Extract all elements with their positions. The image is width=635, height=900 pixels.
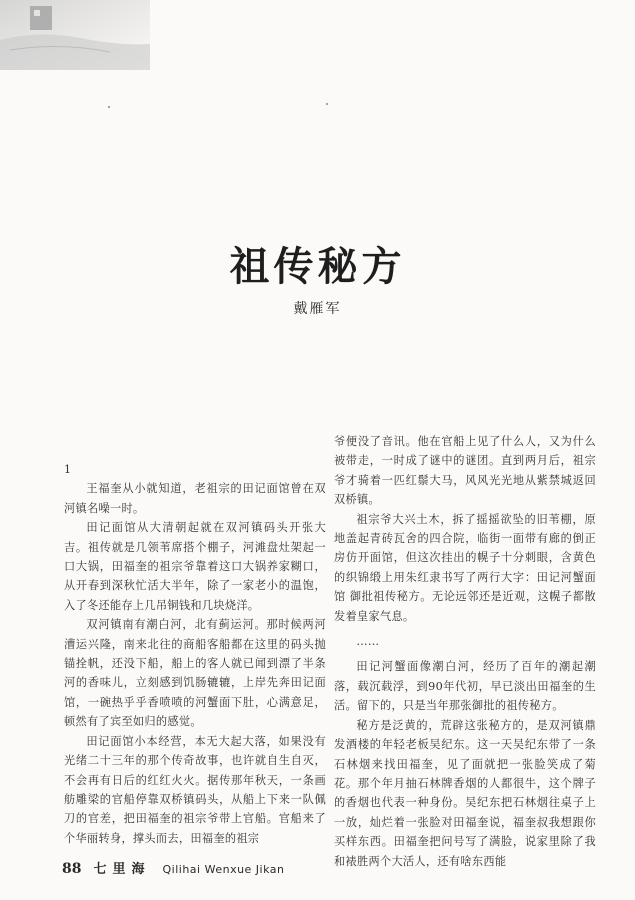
paragraph: 田记河蟹面像潮白河，经历了百年的潮起潮落，载沉载浮，到90年代初，早已淡出田福奎的生活。留下的，只是当年那张御批的祖传秘方。 bbox=[334, 660, 596, 713]
corner-landscape-image bbox=[0, 0, 150, 70]
speck-dot bbox=[108, 106, 110, 108]
paragraph: 祖宗爷大兴土木，拆了摇摇欲坠的旧苇棚，原地盖起青砖瓦舍的四合院，临街一面带有廊的倒正房仿开面馆，但这次挂出的幌子十分刺眼，含黄色的织锦缎上用朱红隶书写了两行大字：田记河蟹面馆 御批祖传秘方。无论远邻还是近观，这幌子都散发着皇家气息。 bbox=[334, 512, 596, 623]
paragraph: 双河镇南有潮白河，北有蓟运河。那时候两河漕运兴隆，南来北往的商船客船都在这里的码头抛锚拴帆，还没下船，船上的客人就已闻到漂了半条河的香味儿，立刻感到饥肠辘辘，上岸先奔田记面馆，一碗热乎乎香喷喷的河蟹面下肚，心满意足，顿然有了宾至如归的感觉。 bbox=[64, 618, 326, 729]
article-title: 祖传秘方 bbox=[229, 243, 406, 290]
scene-break-ellipsis: …… bbox=[356, 635, 380, 649]
paragraph: 王福奎从小就知道，老祖宗的田记面馆曾在双河镇名噪一时。 bbox=[64, 482, 326, 515]
paragraph: 爷便没了音讯。他在官船上见了什么人，又为什么被带走，一时成了谜中的谜团。直到两月后，祖宗爷才骑着一匹红鬃大马，风风光光地从紫禁城返回双桥镇。 bbox=[334, 435, 596, 507]
paragraph: 田记面馆从大清朝起就在双河镇码头开张大吉。祖传就是几领苇席搭个棚子，河滩盘灶架起一口大锅，田福奎的祖宗爷靠着这口大锅养家糊口，从开春到深秋忙活大半年，除了一家老小的温饱，入了冬还能存上几吊铜钱和几块烧洋。 bbox=[64, 521, 326, 612]
page-footer bbox=[62, 858, 285, 877]
speck-dot bbox=[326, 103, 328, 105]
journal-name-chinese: 七里海 bbox=[93, 862, 151, 877]
author-name: 戴雁军 bbox=[293, 301, 342, 317]
left-column bbox=[64, 460, 326, 848]
section-number: 1 bbox=[64, 463, 72, 476]
page-number: 88 bbox=[62, 861, 82, 877]
paragraph: 田记面馆小本经营，本无大起大落，如果没有光绪二十三年的那个传奇故事，也许就自生自灭，不会再有日后的红红火火。据传那年秋天，一条画舫雕梁的官船停靠双桥镇码头，从船上下来一队佩刀的官差，把田福奎的祖宗爷带上官船。官船来了个华丽转身，撑头而去，田福奎的祖宗 bbox=[64, 734, 326, 845]
journal-name-pinyin: Qilihai Wenxue Jikan bbox=[162, 863, 285, 876]
right-column bbox=[334, 432, 596, 871]
paragraph: 秘方是泛黄的，荒辟这张秘方的，是双河镇鼎发酒楼的年轻老板吴纪东。这一天吴纪东带了一条石林烟来找田福奎，见了面就把一张脸笑成了菊花。那个年月抽石林牌香烟的人都很牛，这个牌子的香烟也代表一种身份。吴纪东把石林烟往桌子上一放，灿烂着一张脸对田福奎说，福奎叔我想跟你买样东西。田福奎把问号写了满脸，说家里除了我和裱胜两个大活人，还有啥东西能 bbox=[334, 718, 596, 868]
